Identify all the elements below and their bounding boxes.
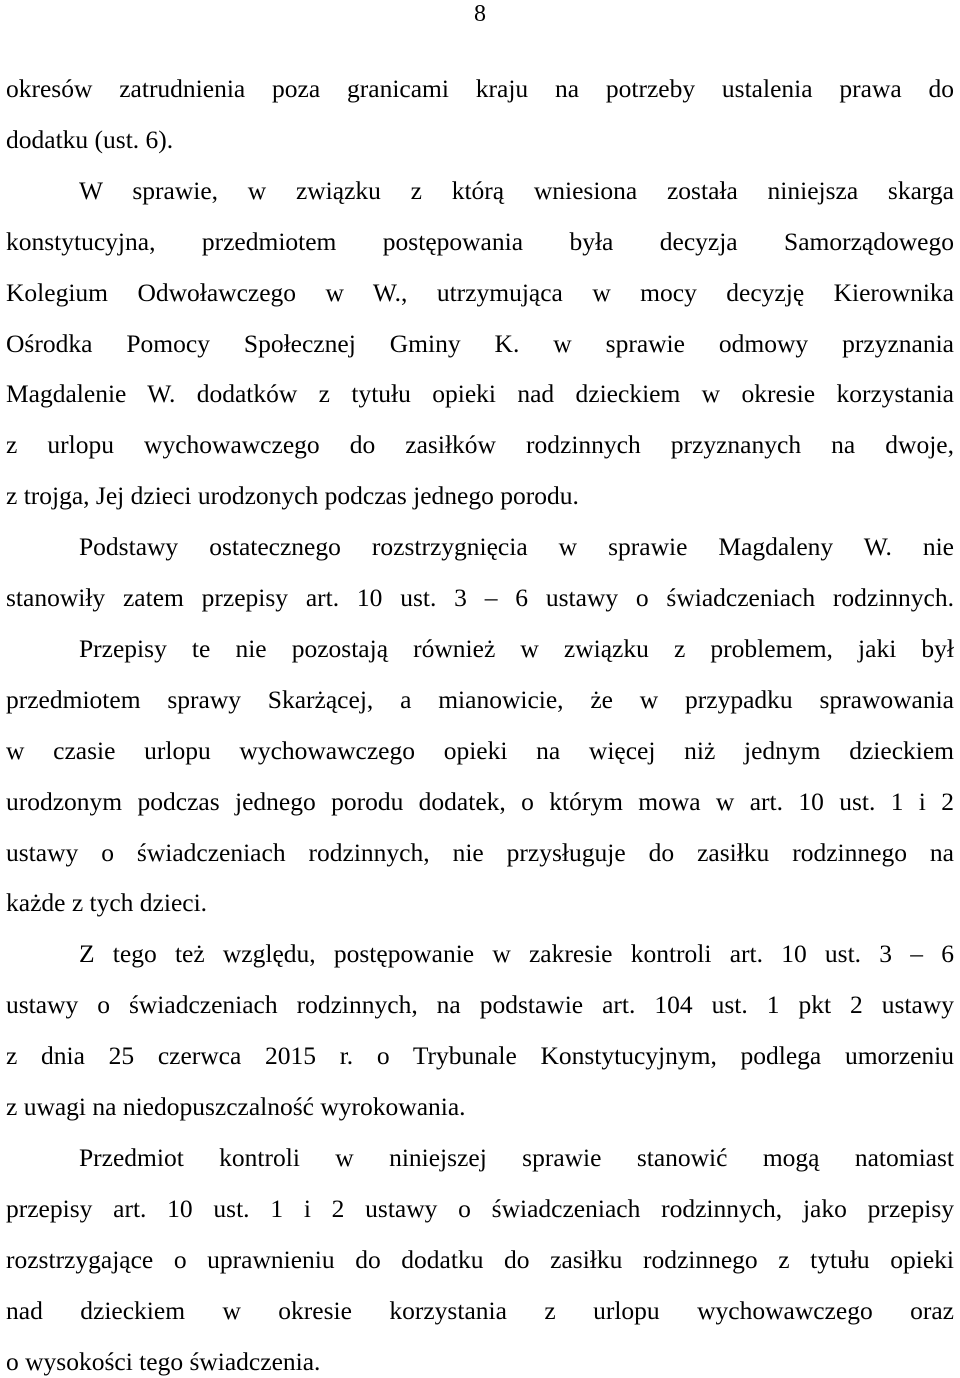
text-line: Magdalenie W. dodatków z tytułu opieki nad dzieckiem w okresie korzystania — [6, 379, 954, 408]
text-line: z trojga, Jej dzieci urodzonych podczas jednego porodu. — [6, 481, 579, 510]
text-line: Ośrodka Pomocy Społecznej Gminy K. w sprawie odmowy przyznania — [6, 329, 954, 358]
text-line: Przepisy te nie pozostają również w związku z problemem, jaki był — [79, 634, 954, 663]
text-line: konstytucyjna, przedmiotem postępowania była decyzja Samorządowego — [6, 227, 954, 256]
text-line: z urlopu wychowawczego do zasiłków rodzinnych przyznanych na dwoje, — [6, 430, 954, 459]
text-line: z dnia 25 czerwca 2015 r. o Trybunale Konstytucyjnym, podlega umorzeniu — [6, 1041, 954, 1070]
text-line: o wysokości tego świadczenia. — [6, 1347, 321, 1376]
text-line: dodatku (ust. 6). — [6, 125, 174, 154]
page-number: 8 — [474, 1, 486, 27]
text-line: urodzonym podczas jednego porodu dodatek, o którym mowa w art. 10 ust. 1 i 2 — [6, 787, 954, 816]
text-line: W sprawie, w związku z którą wniesiona została niniejsza skarga — [79, 176, 954, 205]
text-line: nad dzieckiem w okresie korzystania z urlopu wychowawczego oraz — [6, 1296, 954, 1325]
text-line: okresów zatrudnienia poza granicami kraju na potrzeby ustalenia prawa do — [6, 74, 954, 103]
text-line: Kolegium Odwoławczego w W., utrzymująca w mocy decyzję Kierownika — [6, 278, 954, 307]
text-line: Z tego też względu, postępowanie w zakresie kontroli art. 10 ust. 3 – 6 — [79, 939, 954, 968]
text-line: z uwagi na niedopuszczalność wyrokowania. — [6, 1092, 466, 1121]
text-line: Podstawy ostatecznego rozstrzygnięcia w sprawie Magdaleny W. nie — [79, 532, 954, 561]
text-line: ustawy o świadczeniach rodzinnych, nie przysługuje do zasiłku rodzinnego na — [6, 838, 954, 867]
text-line: przedmiotem sprawy Skarżącej, a mianowicie, że w przypadku sprawowania — [6, 685, 954, 714]
text-line: każde z tych dzieci. — [6, 888, 208, 917]
text-line: ustawy o świadczeniach rodzinnych, na podstawie art. 104 ust. 1 pkt 2 ustawy — [6, 990, 954, 1019]
text-line: w czasie urlopu wychowawczego opieki na więcej niż jednym dzieckiem — [6, 736, 954, 765]
text-line: stanowiły zatem przepisy art. 10 ust. 3 – 6 ustawy o świadczeniach rodzinnych. — [6, 583, 954, 612]
text-line: Przedmiot kontroli w niniejszej sprawie stanowić mogą natomiast — [79, 1143, 954, 1172]
text-line: przepisy art. 10 ust. 1 i 2 ustawy o świadczeniach rodzinnych, jako przepisy — [6, 1194, 954, 1223]
text-line: rozstrzygające o uprawnieniu do dodatku do zasiłku rodzinnego z tytułu opieki — [6, 1245, 954, 1274]
